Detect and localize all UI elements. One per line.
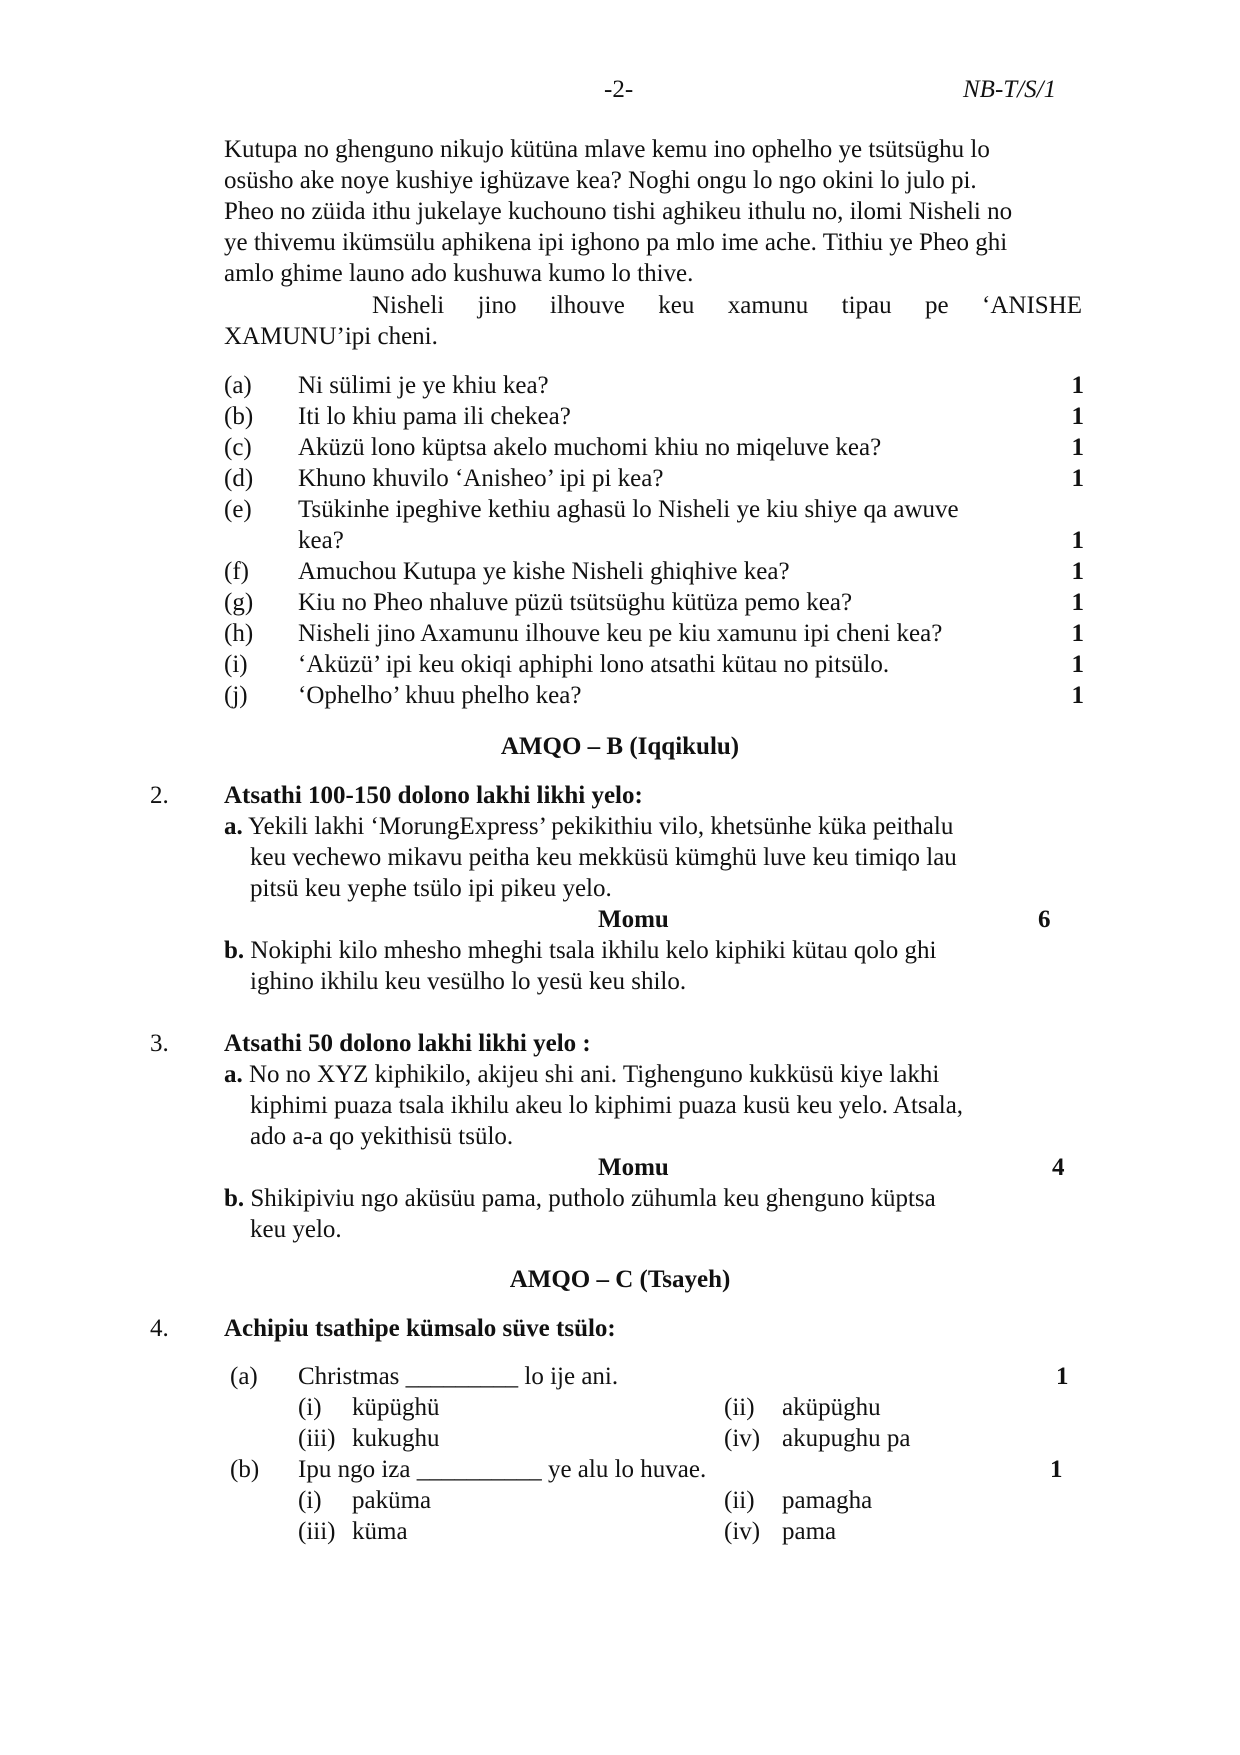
mcq-mark: 1 <box>1050 1456 1063 1483</box>
question-3a <box>224 1059 1024 1152</box>
mcq-option: paküma <box>352 1487 432 1514</box>
mcq-option-num: (ii) <box>724 1394 755 1421</box>
question-mark: 1 <box>1071 403 1084 430</box>
question-text-continued: kea? <box>298 527 344 554</box>
mcq-mark: 1 <box>1056 1363 1069 1390</box>
question-2a <box>224 811 1024 904</box>
question-3-mark: 4 <box>1052 1154 1065 1181</box>
passage-line: Kutupa no ghenguno nikujo kütüna mlave kemu ino ophelho ye tsütsüghu lo <box>224 136 990 163</box>
passage-paragraph-2 <box>224 290 1082 352</box>
mcq-question: Christmas _________ lo ije ani. <box>298 1363 619 1390</box>
question-mark: 1 <box>1071 651 1084 678</box>
question-mark: 1 <box>1071 682 1084 709</box>
question-label: (e) <box>224 496 252 523</box>
question-label: (c) <box>224 434 252 461</box>
passage-line: ye thivemu ikümsülu aphikena ipi ighono pa mlo ime ache. Tithiu ye Pheo ghi <box>224 229 1008 256</box>
mcq-option: kukughu <box>352 1425 440 1452</box>
passage-line: Nisheli jino ilhouve keu xamunu tipau pe ‘ANISHE <box>372 292 1082 319</box>
question-4-number: 4. <box>150 1315 169 1342</box>
mcq-option: küpüghü <box>352 1394 440 1421</box>
sub-line: Nokiphi kilo mhesho mheghi tsala ikhilu kelo kiphiki kütau qolo ghi <box>250 937 937 964</box>
question-2-title: Atsathi 100-150 dolono lakhi likhi yelo: <box>224 782 643 809</box>
mcq-option: aküpüghu <box>782 1394 881 1421</box>
mcq-option-num: (iii) <box>298 1518 336 1545</box>
question-2b <box>224 935 1024 997</box>
sub-line: pitsü keu yephe tsülo ipi pikeu yelo. <box>250 875 612 902</box>
question-mark: 1 <box>1071 620 1084 647</box>
question-label: (a) <box>224 372 252 399</box>
question-mark: 1 <box>1071 589 1084 616</box>
sub-line: ighino ikhilu keu vesülho lo yesü keu shilo. <box>250 968 687 995</box>
momu-label: Momu <box>598 1154 669 1181</box>
passage-line: osüsho ake noye kushiye ighüzave kea? Noghi ongu lo ngo okini lo julo pi. <box>224 167 977 194</box>
sub-label: a. <box>224 813 243 840</box>
question-2-number: 2. <box>150 782 169 809</box>
mcq-option-num: (i) <box>298 1394 322 1421</box>
sub-line: Shikipiviu ngo aküsüu pama, putholo zühumla keu ghenguno küptsa <box>250 1185 936 1212</box>
question-text: ‘Ophelho’ khuu phelho kea? <box>298 682 582 709</box>
question-mark: 1 <box>1071 372 1084 399</box>
mcq-option-num: (i) <box>298 1487 322 1514</box>
sub-line: keu yelo. <box>250 1216 342 1243</box>
question-label: (h) <box>224 620 254 647</box>
question-label: (b) <box>224 403 254 430</box>
question-text: Ni sülimi je ye khiu kea? <box>298 372 549 399</box>
question-text: Aküzü lono küptsa akelo muchomi khiu no miqeluve kea? <box>298 434 882 461</box>
mcq-label: (a) <box>230 1363 258 1390</box>
passage-paragraph <box>224 134 1082 289</box>
question-label: (i) <box>224 651 248 678</box>
passage-line: amlo ghime launo ado kushuwa kumo lo thive. <box>224 260 694 287</box>
passage-line: XAMUNU’ipi cheni. <box>224 323 438 350</box>
question-label: (f) <box>224 558 249 585</box>
question-mark: 1 <box>1071 558 1084 585</box>
question-label: (d) <box>224 465 254 492</box>
question-4-title: Achipiu tsathipe kümsalo süve tsülo: <box>224 1315 616 1342</box>
section-b-heading: AMQO – B (Iqqikulu) <box>500 733 740 760</box>
paper-code: NB-T/S/1 <box>963 76 1057 103</box>
question-label: (g) <box>224 589 254 616</box>
question-text: Khuno khuvilo ‘Anisheo’ ipi pi kea? <box>298 465 664 492</box>
sub-label: b. <box>224 937 245 964</box>
mcq-label: (b) <box>230 1456 260 1483</box>
sub-line: Yekili lakhi ‘MorungExpress’ pekikithiu vilo, khetsünhe küka peithalu <box>248 813 954 840</box>
question-3-title: Atsathi 50 dolono lakhi likhi yelo : <box>224 1030 591 1057</box>
question-text: Nisheli jino Axamunu ilhouve keu pe kiu xamunu ipi cheni kea? <box>298 620 943 647</box>
sub-line: keu vechewo mikavu peitha keu mekküsü kümghü luve keu timiqo lau <box>250 844 957 871</box>
section-c-heading: AMQO – C (Tsayeh) <box>509 1266 731 1293</box>
page-number: -2- <box>604 76 634 103</box>
question-text: Tsükinhe ipeghive kethiu aghasü lo Nisheli ye kiu shiye qa awuve <box>298 496 959 523</box>
mcq-option-num: (iv) <box>724 1518 761 1545</box>
sub-line: kiphimi puaza tsala ikhilu akeu lo kiphimi puaza kusü keu yelo. Atsala, <box>250 1092 964 1119</box>
sub-line: ado a-a qo yekithisü tsülo. <box>250 1123 514 1150</box>
mcq-option-num: (ii) <box>724 1487 755 1514</box>
question-text: Iti lo khiu pama ili chekea? <box>298 403 571 430</box>
question-label: (j) <box>224 682 248 709</box>
mcq-option-num: (iv) <box>724 1425 761 1452</box>
question-mark: 1 <box>1071 434 1084 461</box>
mcq-question: Ipu ngo iza __________ ye alu lo huvae. <box>298 1456 707 1483</box>
question-text: Kiu no Pheo nhaluve püzü tsütsüghu kütüza pemo kea? <box>298 589 853 616</box>
question-3b <box>224 1183 1024 1245</box>
mcq-option: pamagha <box>782 1487 873 1514</box>
mcq-option: pama <box>782 1518 837 1545</box>
passage-line: Pheo no züida ithu jukelaye kuchouno tishi aghikeu ithulu no, ilomi Nisheli no <box>224 198 1013 225</box>
mcq-option: akupughu pa <box>782 1425 911 1452</box>
question-mark: 1 <box>1071 465 1084 492</box>
momu-label: Momu <box>598 906 669 933</box>
sub-label: b. <box>224 1185 245 1212</box>
sub-label: a. <box>224 1061 243 1088</box>
question-text: ‘Aküzü’ ipi keu okiqi aphiphi lono atsathi kütau no pitsülo. <box>298 651 890 678</box>
question-mark: 1 <box>1071 527 1084 554</box>
mcq-option-num: (iii) <box>298 1425 336 1452</box>
mcq-option: küma <box>352 1518 408 1545</box>
question-2-mark: 6 <box>1038 906 1051 933</box>
question-3-number: 3. <box>150 1030 169 1057</box>
sub-line: No no XYZ kiphikilo, akijeu shi ani. Tighenguno kukküsü kiye lakhi <box>249 1061 940 1088</box>
question-text: Amuchou Kutupa ye kishe Nisheli ghiqhive kea? <box>298 558 790 585</box>
